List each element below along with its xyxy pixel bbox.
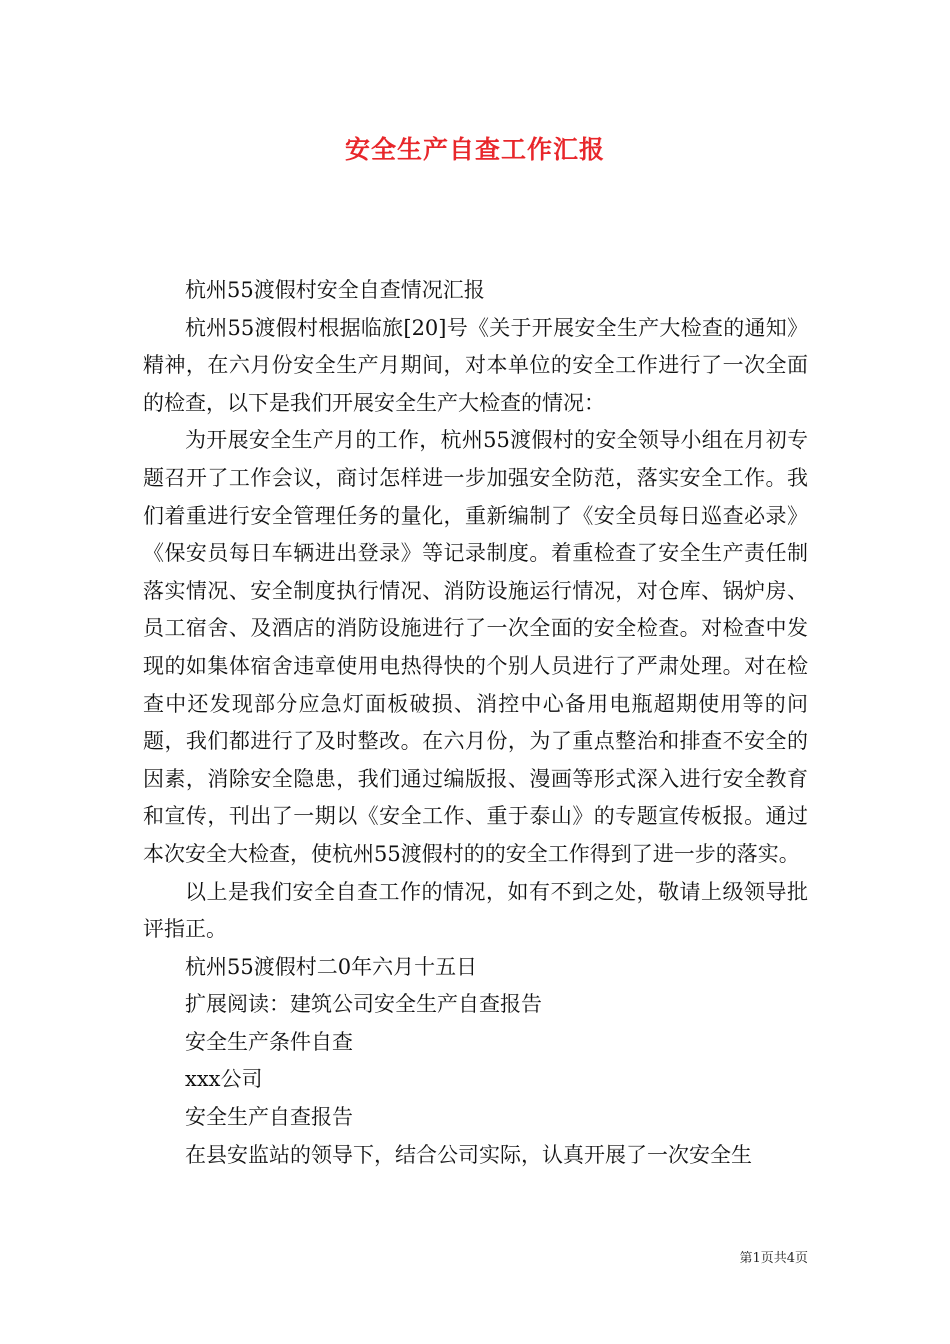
paragraph-conclusion: 以上是我们安全自查工作的情况，如有不到之处，敬请上级领导批评指正。 bbox=[143, 879, 808, 942]
paragraph-company-name: xxx公司 bbox=[185, 1067, 263, 1092]
paragraph-extended-reading: 扩展阅读：建筑公司安全生产自查报告 bbox=[185, 992, 542, 1017]
paragraph-report-heading: 杭州55渡假村安全自查情况汇报 bbox=[185, 278, 485, 302]
paragraph-section-heading: 安全生产条件自查 bbox=[185, 1029, 353, 1054]
paragraph-intro: 杭州55渡假村根据临旅[20]号《关于开展安全生产大检查的通知》精神，在六月份安全生产月期间，对本单位的安全工作进行了一次全面的检查，以下是我们开展安全生产大检查的情况： bbox=[143, 315, 808, 415]
page-number-footer: 第1页共4页 bbox=[739, 1251, 808, 1266]
document-body bbox=[143, 272, 808, 1174]
document-title: 安全生产自查工作汇报 bbox=[344, 135, 605, 164]
paragraph-report-subtitle: 安全生产自查报告 bbox=[185, 1105, 353, 1130]
paragraph-report-start: 在县安监站的领导下，结合公司实际，认真开展了一次安全生 bbox=[185, 1142, 752, 1167]
paragraph-signature-date: 杭州55渡假村二0年六月十五日 bbox=[185, 954, 478, 979]
paragraph-details: 为开展安全生产月的工作，杭州55渡假村的安全领导小组在月初专题召开了工作会议，商讨怎样进一步加强安全防范，落实安全工作。我们着重进行安全管理任务的量化，重新编制了《安全员每日巡查必录》《保安员每日车辆进出登录》等记录制度。着重检查了安全生产责任制落实情况、安全制度执行情况、消防设施运行情况，对仓库、锅炉房、员工宿舍、及酒店的消防设施进行了一次全面的安全检查。对检查中发现的如集体宿舍违章使用电热得快的个别人员进行了严肃处理。对在检查中还发现部分应急灯面板破损、消控中心备用电瓶超期使用等的问题，我们都进行了及时整改。在六月份，为了重点整治和排查不安全的因素，消除安全隐患，我们通过编版报、漫画等形式深入进行安全教育和宣传，刊出了一期以《安全工作、重于泰山》的专题宣传板报。通过本次安全大检查，使杭州55渡假村的的安全工作得到了进一步的落实。 bbox=[143, 428, 808, 866]
